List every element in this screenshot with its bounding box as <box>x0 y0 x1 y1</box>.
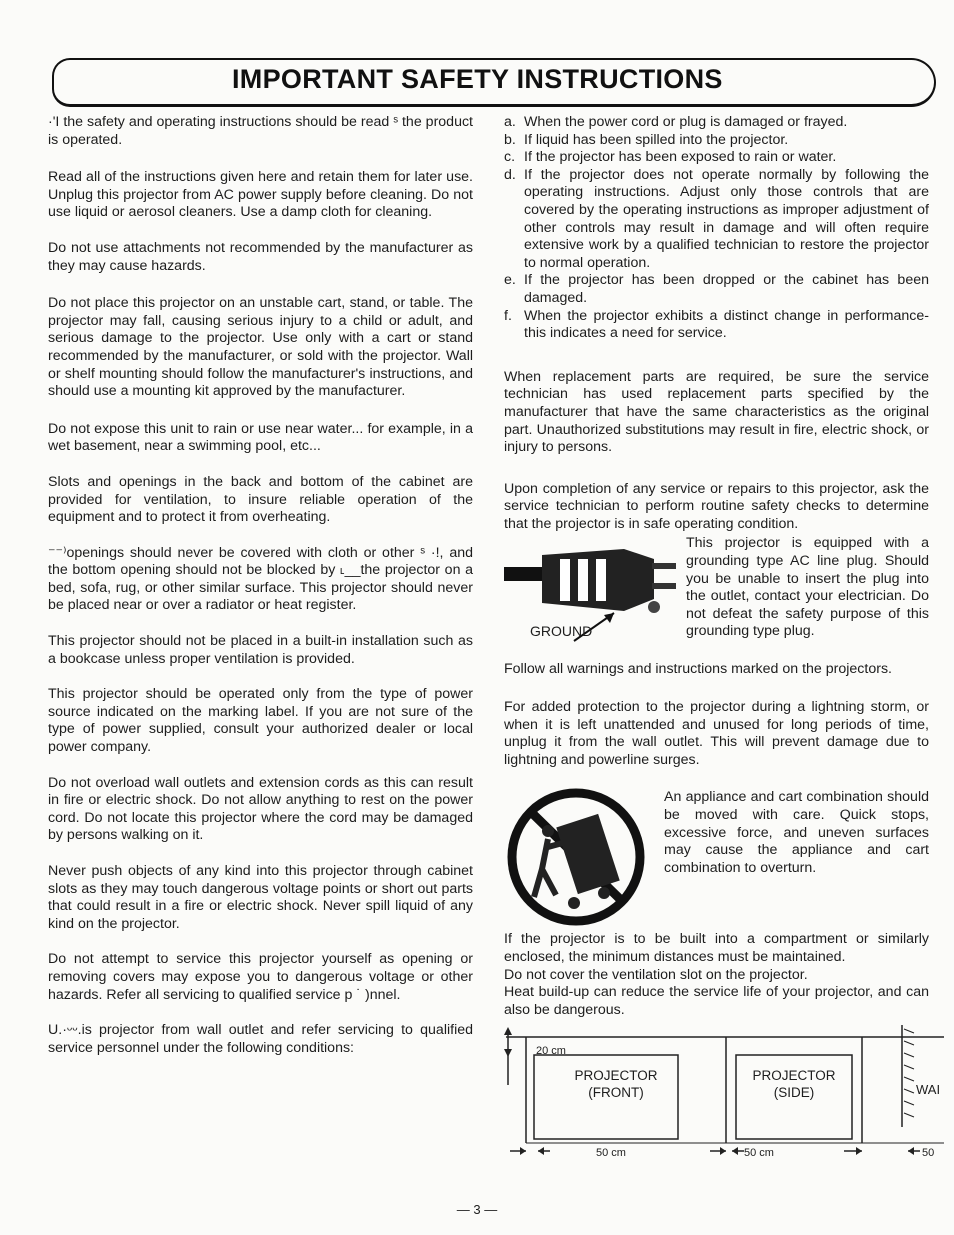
paragraph-built-in: This projector should not be placed in a built-in installation such as a bookcase unless proper ventilation is provided. <box>48 633 473 667</box>
front-projector-label <box>566 1067 666 1101</box>
paragraph-service: Do not attempt to service this projector yourself as opening or removing covers may expose you to dangerous voltage or other hazards. Refer all servicing to qualified service p ˙ )nnel. <box>48 951 473 1003</box>
condition-text: If the projector has been dropped or the cabinet has been damaged. <box>524 272 929 306</box>
paragraph-read-instructions: ·'I the safety and operating instructions should be read ˢ the product is operated. <box>48 114 473 148</box>
page-number: — 3 — <box>456 1202 498 1217</box>
cart-section <box>504 783 929 927</box>
condition-text: When the power cord or plug is damaged or frayed. <box>524 114 848 130</box>
condition-label: d. <box>504 166 516 183</box>
service-conditions-list <box>504 114 929 343</box>
paragraph-openings: ⁻⁻⁾openings should never be covered with cloth or other ˢ ·!, and the bottom opening should not be blocked by ˪__the projector on a bed, sofa, rug, or other similar surface. This projector should never be placed near or over a radiator or heat register. <box>48 544 473 614</box>
paragraph-replacement-parts: When replacement parts are required, be sure the service technician has used replacement parts specified by the manufacturer that have the same characteristics as the original part. Unauthorized substitutions may result in fire, electric shock, or injury to persons. <box>504 368 929 456</box>
condition-item <box>504 272 929 307</box>
paragraph-unplug: U.·ᵕᵕ.is projector from wall outlet and refer servicing to qualified service personnel under the following conditions: <box>48 1022 473 1056</box>
paragraph-unstable-cart: Do not place this projector on an unstable cart, stand, or table. The projector may fall, causing serious injury to a child or adult, and serious damage to the projector. Use only with a cart or stand recommended by the manufacturer, or sold with the projector. Wall or shelf mounting should follow the manufacturer's instructions, and should use a mounting kit approved by the manufacturer. <box>48 295 473 400</box>
condition-text: If the projector has been exposed to rain or water. <box>524 149 837 166</box>
condition-label: c. <box>504 149 516 166</box>
side-label-line2: (SIDE) <box>773 1085 815 1101</box>
paragraph-grounding: This projector is equipped with a grounding type AC line plug. Should you be unable to insert the plug into the outlet, contact your electrician. Do not defeat the safety purpose of this grounding type plug. <box>686 535 929 640</box>
front-label-line1: PROJECTOR <box>574 1068 658 1084</box>
left-column <box>48 114 473 1057</box>
wall-label: WAI <box>916 1082 941 1098</box>
condition-text: If liquid has been spilled into the projector. <box>524 131 789 148</box>
paragraph-objects: Never push objects of any kind into this projector through cabinet slots as they may touch dangerous voltage points or short out parts that could result in a fire or electric shock. Never spill liquid of any kind on the projector. <box>48 863 473 932</box>
title-frame <box>52 58 936 107</box>
grounding-section <box>504 535 929 661</box>
paragraph-water: Do not expose this unit to rain or use near water... for example, in a wet basement, near a swimming pool, etc... <box>48 420 473 455</box>
condition-label: f. <box>504 307 512 324</box>
condition-item <box>504 132 929 150</box>
paragraph-compartment: If the projector is to be built into a compartment or similarly enclosed, the minimum distances must be maintained. <box>504 931 929 966</box>
condition-text: When the projector exhibits a distinct change in performance-this indicates a need for service. <box>524 307 929 342</box>
right-column <box>504 114 941 1160</box>
front-label-line2: (FRONT) <box>588 1085 644 1101</box>
paragraph-overload: Do not overload wall outlets and extension cords as this can result in fire or electric shock. Do not allow anything to rest on the power cord. Do not locate this projector where the cord may be damaged by persons walking on it. <box>48 774 473 844</box>
condition-label: a. <box>504 114 516 130</box>
grounding-plug-icon <box>504 537 682 661</box>
condition-label: e. <box>504 272 516 289</box>
clearance-diagram <box>504 1025 944 1160</box>
paragraph-attachments: Do not use attachments not recommended by the manufacturer as they may cause hazards. <box>48 239 473 274</box>
condition-item <box>504 167 929 273</box>
ground-label: GROUND <box>530 623 593 640</box>
paragraph-safety-check: Upon completion of any service or repairs to this projector, ask the service technician to perform routine safety checks to determine that the projector is in safe operating condition. <box>504 480 929 532</box>
paragraph-cleaning: Read all of the instructions given here and retain them for later use. Unplug this projector from AC power supply before cleaning. Do not use liquid or aerosol cleaners. Use a damp cloth for cleaning. <box>48 169 473 221</box>
condition-item <box>504 308 929 343</box>
condition-item <box>504 114 929 132</box>
side-projector-label <box>744 1067 844 1101</box>
paragraph-cart: An appliance and cart combination should be moved with care. Quick stops, excessive force, and uneven surfaces may cause the appliance and cart combination to overturn. <box>664 789 929 876</box>
cart-warning-illustration <box>504 787 656 927</box>
distance-label-front: 50 cm <box>596 1147 626 1160</box>
paragraph-ventilation: Slots and openings in the back and bottom of the cabinet are provided for ventilation, to insure reliable operation of the equipment and to protect it from overheating. <box>48 473 473 526</box>
paragraph-power-source: This projector should be operated only from the type of power source indicated on the marking label. If you are not sure of the type of power supplied, consult your authorized dealer or local power company. <box>48 686 473 756</box>
condition-text: If the projector does not operate normally by following the operating instructions. Adjust only those controls that are covered by the operating instructions as improper adjustment of other controls may result in damage and will often require extensive work by a qualified technician to restore the projector to normal operation. <box>524 166 929 271</box>
condition-label: b. <box>504 131 516 148</box>
paragraph-heat: Heat build-up can reduce the service life of your projector, and can also be dangerous. <box>504 984 929 1018</box>
top-distance-label: 20 cm <box>536 1045 566 1058</box>
condition-item <box>504 149 929 167</box>
distance-label-side: 50 cm <box>744 1147 774 1160</box>
cart-tipover-icon <box>504 787 656 927</box>
paragraph-ventilation-slot: Do not cover the ventilation slot on the projector. <box>504 966 808 983</box>
grounding-plug-illustration <box>504 537 682 661</box>
paragraph-lightning: For added protection to the projector during a lightning storm, or when it is left unattended and unused for long periods of time, unplug it from the wall outlet. This will prevent damage due to lightning and powerline surges. <box>504 699 929 768</box>
distance-label-wall: 50 <box>922 1147 935 1160</box>
side-label-line1: PROJECTOR <box>752 1068 836 1084</box>
paragraph-follow-warnings: Follow all warnings and instructions marked on the projectors. <box>504 661 892 678</box>
page-title: IMPORTANT SAFETY INSTRUCTIONS <box>232 64 723 94</box>
